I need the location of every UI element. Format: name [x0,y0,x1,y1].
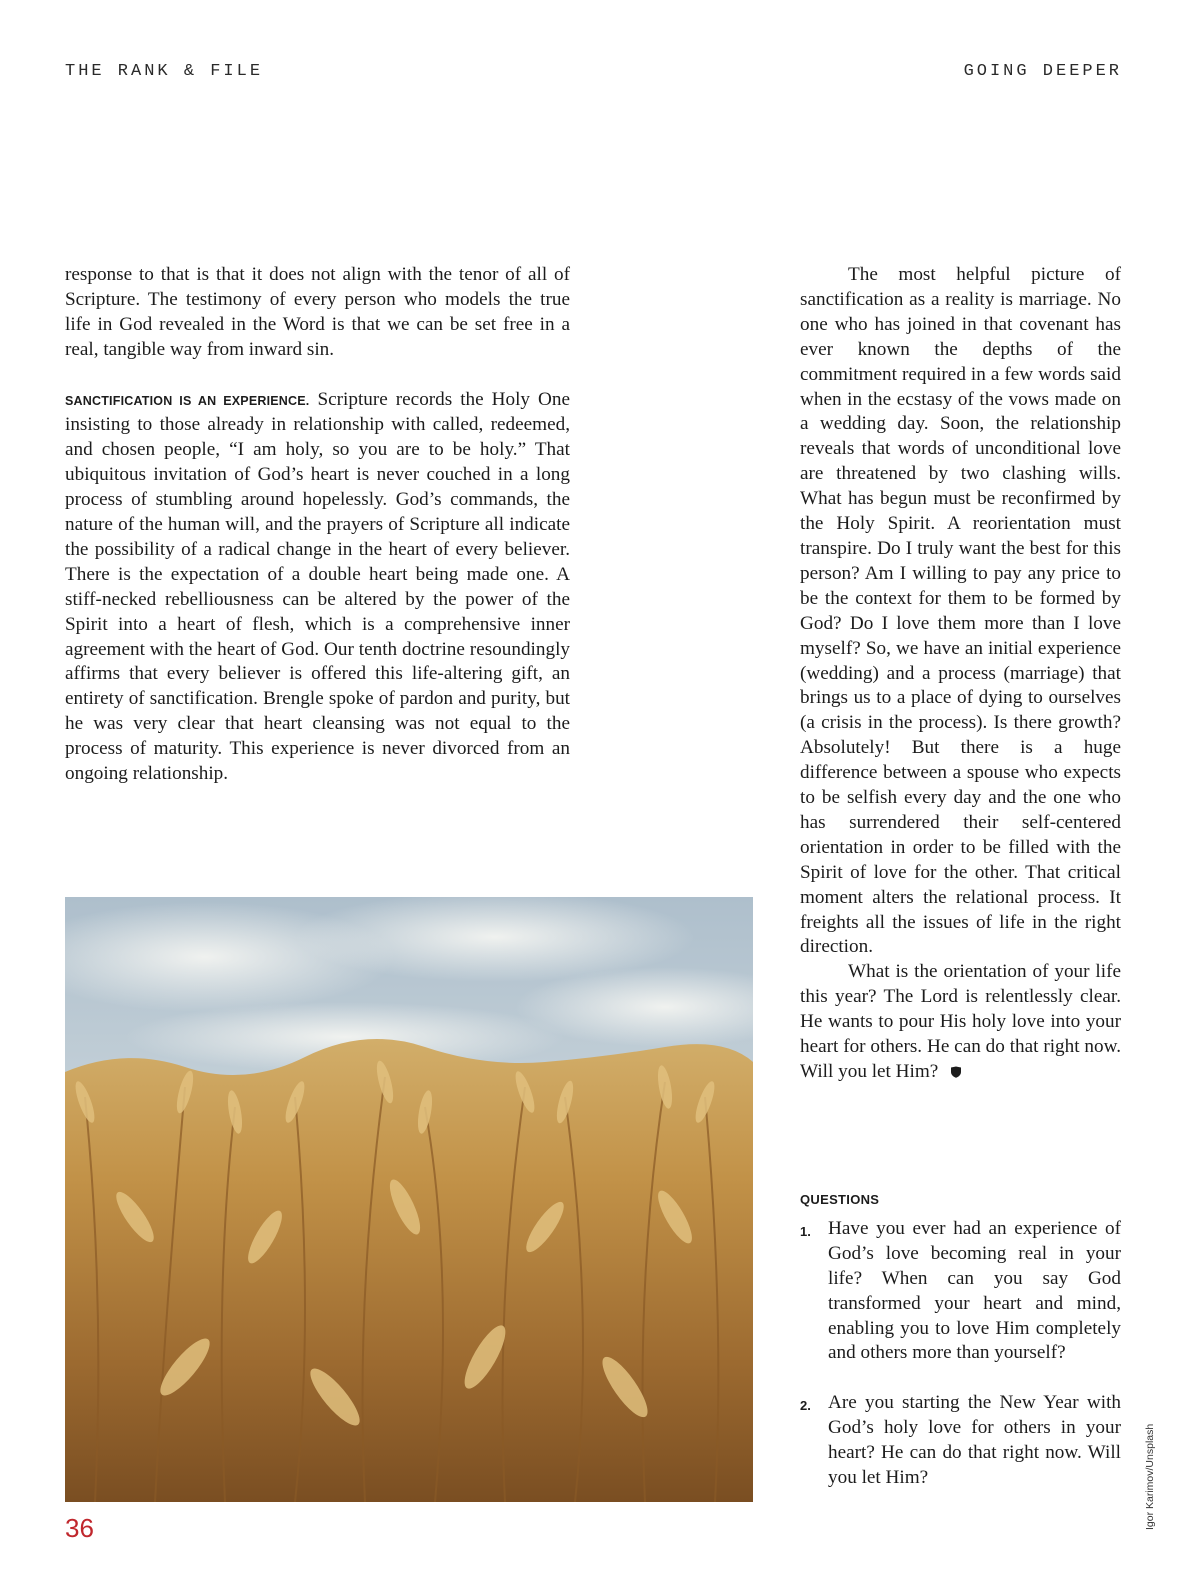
right-paragraph-1: The most helpful picture of sanctification as a reality is marriage. No one who has joined in that covenant has ever known the depths of the commitment required in a few words said when in the ecstasy of the vows made on a wedding day. Soon, the relationship reveals that words of unconditional love are threatened by two clashing wills. What has begun must be reconfirmed by the Holy Spirit. A reorientation must transpire. Do I truly want the best for this person? Am I willing to pay any price to be the context for them to be formed by God? Do I love them more than I love myself? So, we have an initial experience (wedding) and a process (marriage) that brings us to a place of dying to ourselves (a crisis in the process). Is there growth? Absolutely! But there is a huge difference between a spouse who expects to be selfish every day and the one who has surrendered their self-centered orientation in order to be filled with the Spirit of love for the other. That critical moment alters the relational process. It freights all the issues of life in the right direction. [800,264,1121,958]
right-paragraph-2-text: What is the orientation of your life this year? The Lord is relentlessly clear. He wants to pour His holy love into your heart for others. He can do that right now. Will you let Him? [800,961,1121,1082]
left-paragraph-2-text: Scripture records the Holy One insisting to those already in relationship with called, redeemed, and chosen people, “I am holy, so you are to be holy.” That ubiquitous invitation of God’s heart is never couched in a long process of stumbling around hopelessly. God’s commands, the nature of the human will, and the prayers of Scripture all indicate the possibility of a radical change in the heart of every believer. There is the expectation of a double heart being made one. A stiff-necked rebelliousness can be altered by the power of the Spirit into a heart of flesh, which is a comprehensive inner agreement with the heart of God. Our tenth doctrine resoundingly affirms that every believer is offered this life-altering gift, an entirety of sanctification. Brengle spoke of pardon and purity, but he was very clear that heart cleansing was not equal to the process of maturity. This experience is never divorced from an ongoing relationship. [65,388,570,785]
shield-end-mark-icon [950,1066,962,1078]
questions-heading: QUESTIONS [800,1192,880,1207]
question-item [800,1217,1121,1366]
running-head-left: THE RANK & FILE [65,62,264,81]
running-head-right: GOING DEEPER [963,62,1122,81]
left-column [65,263,570,787]
wheat-field-photo [65,897,753,1502]
right-column [800,263,1121,1085]
photo-credit: Igor Karimov/Unsplash [1144,1423,1156,1530]
left-paragraph-2 [65,388,570,788]
question-number: 2. [800,1398,811,1414]
section-lead-in: SANCTIFICATION IS AN EXPERIENCE. [65,393,310,408]
question-text: Are you starting the New Year with God’s holy love for others in your heart? He can do that right now. Will you let Him? [828,1392,1121,1489]
left-paragraph-1: response to that is that it does not align with the tenor of all of Scripture. The testimony of every person who models the true life in God revealed in the Word is that we can be set free in a real, tangible way from inward sin. [65,264,570,360]
question-text: Have you ever had an experience of God’s love becoming real in your life? When can you say God transformed your heart and mind, enabling you to love Him completely and others more than yourself? [828,1217,1121,1364]
question-number: 1. [800,1223,811,1239]
right-paragraph-2 [800,960,1121,1085]
questions-section [800,1188,1121,1491]
page-number: 36 [65,1513,94,1543]
question-item [800,1391,1121,1491]
